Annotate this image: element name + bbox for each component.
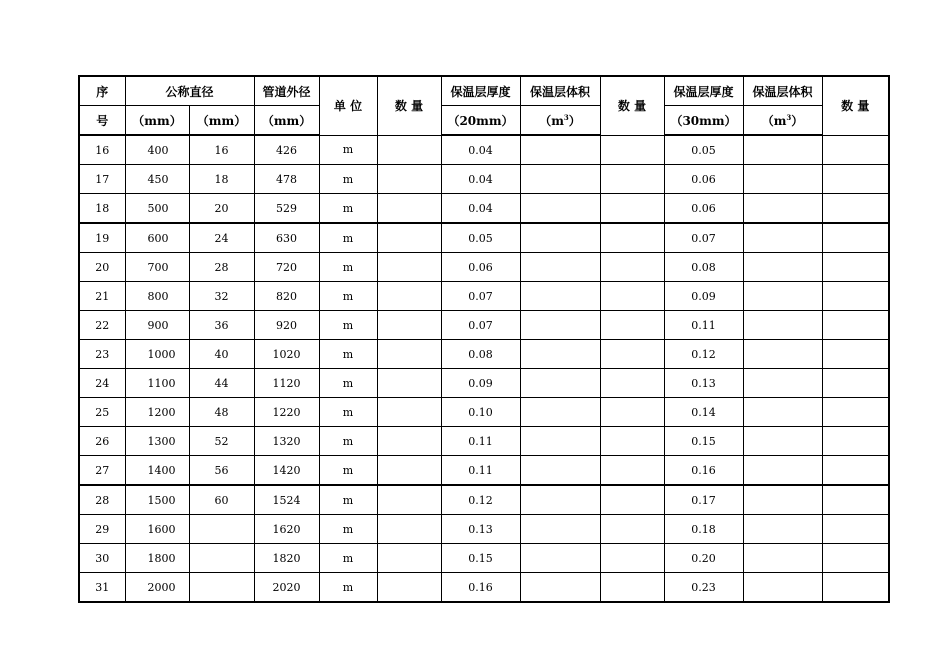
seq-cell: 27 (79, 456, 125, 486)
nominal-diameter-2-cell: 40 (189, 340, 254, 369)
outer-diameter-cell: 1320 (254, 427, 319, 456)
volume-header-2: 保温层体积 (743, 76, 822, 106)
quantity-2-cell (600, 427, 664, 456)
blank-volume-2-cell (743, 369, 822, 398)
seq-header-top: 序 (79, 76, 125, 106)
table-row (79, 544, 889, 573)
nominal-unit-1: （mm） (125, 106, 189, 136)
nominal-diameter-cell: 1300 (125, 427, 189, 456)
quantity-1-cell (377, 311, 441, 340)
quantity-1-cell (377, 456, 441, 486)
blank-volume-1-cell (520, 223, 600, 253)
volume-30mm-cell: 0.11 (664, 311, 743, 340)
outer-diameter-cell: 426 (254, 135, 319, 165)
outer-diameter-cell: 529 (254, 194, 319, 224)
nominal-diameter-cell: 1600 (125, 515, 189, 544)
quantity-2-cell (600, 223, 664, 253)
table-row (79, 194, 889, 224)
quantity-3-cell (822, 253, 889, 282)
blank-volume-1-cell (520, 427, 600, 456)
table-row (79, 398, 889, 427)
quantity-header-3: 数 量 (822, 76, 889, 135)
volume-20mm-cell: 0.12 (441, 485, 520, 515)
quantity-1-cell (377, 369, 441, 398)
quantity-1-cell (377, 398, 441, 427)
quantity-2-cell (600, 515, 664, 544)
outer-diameter-cell: 1120 (254, 369, 319, 398)
table-body (79, 135, 889, 602)
outer-diameter-cell: 1420 (254, 456, 319, 486)
thickness-value-1: （20mm） (441, 106, 520, 136)
volume-20mm-cell: 0.04 (441, 194, 520, 224)
outer-diameter-cell: 1020 (254, 340, 319, 369)
blank-volume-1-cell (520, 456, 600, 486)
outer-diameter-cell: 1620 (254, 515, 319, 544)
nominal-diameter-2-cell: 24 (189, 223, 254, 253)
volume-30mm-cell: 0.07 (664, 223, 743, 253)
quantity-1-cell (377, 340, 441, 369)
seq-cell: 20 (79, 253, 125, 282)
blank-volume-1-cell (520, 311, 600, 340)
volume-20mm-cell: 0.08 (441, 340, 520, 369)
unit-cell: m (319, 427, 377, 456)
quantity-header-2: 数 量 (600, 76, 664, 135)
blank-volume-2-cell (743, 485, 822, 515)
table-row (79, 223, 889, 253)
quantity-2-cell (600, 135, 664, 165)
outer-diameter-cell: 1220 (254, 398, 319, 427)
nominal-diameter-cell: 1800 (125, 544, 189, 573)
nominal-diameter-cell: 400 (125, 135, 189, 165)
volume-30mm-cell: 0.05 (664, 135, 743, 165)
nominal-diameter-2-cell: 44 (189, 369, 254, 398)
blank-volume-2-cell (743, 427, 822, 456)
outer-diameter-unit: （mm） (254, 106, 319, 136)
unit-cell: m (319, 223, 377, 253)
unit-cell: m (319, 485, 377, 515)
unit-cell: m (319, 165, 377, 194)
blank-volume-1-cell (520, 165, 600, 194)
nominal-diameter-2-cell: 16 (189, 135, 254, 165)
blank-volume-1-cell (520, 282, 600, 311)
quantity-1-cell (377, 427, 441, 456)
quantity-2-cell (600, 340, 664, 369)
volume-30mm-cell: 0.20 (664, 544, 743, 573)
unit-cell: m (319, 515, 377, 544)
quantity-3-cell (822, 573, 889, 603)
unit-header: 单 位 (319, 76, 377, 135)
table-row (79, 135, 889, 165)
blank-volume-2-cell (743, 340, 822, 369)
volume-30mm-cell: 0.15 (664, 427, 743, 456)
volume-20mm-cell: 0.07 (441, 282, 520, 311)
thickness-value-2: （30mm） (664, 106, 743, 136)
blank-volume-2-cell (743, 223, 822, 253)
blank-volume-2-cell (743, 282, 822, 311)
table-row (79, 427, 889, 456)
quantity-3-cell (822, 165, 889, 194)
outer-diameter-cell: 2020 (254, 573, 319, 603)
nominal-diameter-2-cell: 36 (189, 311, 254, 340)
thickness-header-2: 保温层厚度 (664, 76, 743, 106)
unit-cell: m (319, 253, 377, 282)
insulation-table (78, 75, 890, 603)
nominal-diameter-cell: 600 (125, 223, 189, 253)
nominal-diameter-2-cell: 60 (189, 485, 254, 515)
volume-20mm-cell: 0.10 (441, 398, 520, 427)
unit-cell: m (319, 544, 377, 573)
seq-cell: 24 (79, 369, 125, 398)
quantity-3-cell (822, 340, 889, 369)
quantity-3-cell (822, 398, 889, 427)
quantity-2-cell (600, 194, 664, 224)
volume-20mm-cell: 0.04 (441, 165, 520, 194)
quantity-3-cell (822, 427, 889, 456)
nominal-diameter-2-cell: 48 (189, 398, 254, 427)
volume-30mm-cell: 0.18 (664, 515, 743, 544)
blank-volume-1-cell (520, 369, 600, 398)
quantity-2-cell (600, 398, 664, 427)
seq-cell: 16 (79, 135, 125, 165)
quantity-3-cell (822, 311, 889, 340)
nominal-diameter-cell: 2000 (125, 573, 189, 603)
volume-30mm-cell: 0.23 (664, 573, 743, 603)
quantity-1-cell (377, 253, 441, 282)
seq-header-bottom: 号 (79, 106, 125, 136)
quantity-2-cell (600, 282, 664, 311)
blank-volume-1-cell (520, 135, 600, 165)
nominal-diameter-cell: 1400 (125, 456, 189, 486)
nominal-diameter-2-cell: 32 (189, 282, 254, 311)
blank-volume-2-cell (743, 456, 822, 486)
quantity-1-cell (377, 165, 441, 194)
blank-volume-1-cell (520, 194, 600, 224)
quantity-2-cell (600, 573, 664, 603)
unit-cell: m (319, 456, 377, 486)
outer-diameter-cell: 630 (254, 223, 319, 253)
seq-cell: 22 (79, 311, 125, 340)
volume-30mm-cell: 0.16 (664, 456, 743, 486)
nominal-diameter-cell: 800 (125, 282, 189, 311)
nominal-diameter-cell: 450 (125, 165, 189, 194)
blank-volume-1-cell (520, 398, 600, 427)
table-row (79, 456, 889, 486)
seq-cell: 31 (79, 573, 125, 603)
nominal-diameter-2-cell: 28 (189, 253, 254, 282)
quantity-2-cell (600, 456, 664, 486)
quantity-1-cell (377, 485, 441, 515)
volume-20mm-cell: 0.13 (441, 515, 520, 544)
volume-unit-2: $(m^3)$ (743, 106, 822, 136)
unit-cell: m (319, 311, 377, 340)
blank-volume-2-cell (743, 398, 822, 427)
table-row (79, 165, 889, 194)
nominal-diameter-cell: 1200 (125, 398, 189, 427)
nominal-diameter-2-cell: 56 (189, 456, 254, 486)
table-row (79, 515, 889, 544)
volume-20mm-cell: 0.11 (441, 456, 520, 486)
outer-diameter-cell: 820 (254, 282, 319, 311)
quantity-1-cell (377, 282, 441, 311)
volume-30mm-cell: 0.12 (664, 340, 743, 369)
nominal-diameter-cell: 1000 (125, 340, 189, 369)
quantity-1-cell (377, 573, 441, 603)
nominal-diameter-cell: 700 (125, 253, 189, 282)
volume-unit-1: $(m^3)$ (520, 106, 600, 136)
outer-diameter-cell: 1820 (254, 544, 319, 573)
volume-20mm-cell: 0.05 (441, 223, 520, 253)
volume-20mm-cell: 0.06 (441, 253, 520, 282)
quantity-2-cell (600, 544, 664, 573)
unit-cell: m (319, 194, 377, 224)
quantity-1-cell (377, 223, 441, 253)
volume-20mm-cell: 0.04 (441, 135, 520, 165)
blank-volume-2-cell (743, 515, 822, 544)
volume-20mm-cell: 0.16 (441, 573, 520, 603)
blank-volume-1-cell (520, 253, 600, 282)
volume-30mm-cell: 0.09 (664, 282, 743, 311)
nominal-diameter-2-cell (189, 515, 254, 544)
volume-30mm-cell: 0.08 (664, 253, 743, 282)
volume-30mm-cell: 0.14 (664, 398, 743, 427)
table-row (79, 311, 889, 340)
quantity-3-cell (822, 456, 889, 486)
volume-30mm-cell: 0.06 (664, 165, 743, 194)
outer-diameter-cell: 720 (254, 253, 319, 282)
table-row (79, 253, 889, 282)
table-row (79, 369, 889, 398)
volume-20mm-cell: 0.11 (441, 427, 520, 456)
nominal-unit-2: （mm） (189, 106, 254, 136)
blank-volume-2-cell (743, 194, 822, 224)
table-row (79, 282, 889, 311)
blank-volume-2-cell (743, 253, 822, 282)
quantity-1-cell (377, 194, 441, 224)
seq-cell: 23 (79, 340, 125, 369)
nominal-diameter-2-cell: 52 (189, 427, 254, 456)
table-row (79, 573, 889, 603)
volume-20mm-cell: 0.15 (441, 544, 520, 573)
blank-volume-1-cell (520, 573, 600, 603)
outer-diameter-header: 管道外径 (254, 76, 319, 106)
unit-cell: m (319, 398, 377, 427)
volume-20mm-cell: 0.09 (441, 369, 520, 398)
quantity-1-cell (377, 515, 441, 544)
outer-diameter-cell: 478 (254, 165, 319, 194)
seq-cell: 29 (79, 515, 125, 544)
seq-cell: 19 (79, 223, 125, 253)
blank-volume-1-cell (520, 544, 600, 573)
volume-20mm-cell: 0.07 (441, 311, 520, 340)
quantity-2-cell (600, 311, 664, 340)
blank-volume-2-cell (743, 311, 822, 340)
table-row (79, 340, 889, 369)
table-row (79, 485, 889, 515)
quantity-header-1: 数 量 (377, 76, 441, 135)
quantity-3-cell (822, 544, 889, 573)
nominal-diameter-cell: 900 (125, 311, 189, 340)
unit-cell: m (319, 369, 377, 398)
unit-cell: m (319, 573, 377, 603)
nominal-diameter-header: 公称直径 (125, 76, 254, 106)
blank-volume-1-cell (520, 340, 600, 369)
volume-30mm-cell: 0.17 (664, 485, 743, 515)
blank-volume-1-cell (520, 485, 600, 515)
volume-30mm-cell: 0.06 (664, 194, 743, 224)
seq-cell: 18 (79, 194, 125, 224)
quantity-2-cell (600, 253, 664, 282)
quantity-3-cell (822, 223, 889, 253)
nominal-diameter-2-cell: 18 (189, 165, 254, 194)
nominal-diameter-2-cell: 20 (189, 194, 254, 224)
blank-volume-1-cell (520, 515, 600, 544)
quantity-2-cell (600, 165, 664, 194)
quantity-2-cell (600, 485, 664, 515)
quantity-3-cell (822, 282, 889, 311)
thickness-header-1: 保温层厚度 (441, 76, 520, 106)
quantity-3-cell (822, 135, 889, 165)
seq-cell: 30 (79, 544, 125, 573)
quantity-3-cell (822, 515, 889, 544)
outer-diameter-cell: 1524 (254, 485, 319, 515)
quantity-3-cell (822, 485, 889, 515)
quantity-1-cell (377, 544, 441, 573)
quantity-3-cell (822, 194, 889, 224)
blank-volume-2-cell (743, 135, 822, 165)
unit-cell: m (319, 340, 377, 369)
blank-volume-2-cell (743, 544, 822, 573)
outer-diameter-cell: 920 (254, 311, 319, 340)
quantity-1-cell (377, 135, 441, 165)
nominal-diameter-cell: 1100 (125, 369, 189, 398)
seq-cell: 21 (79, 282, 125, 311)
unit-cell: m (319, 282, 377, 311)
nominal-diameter-cell: 500 (125, 194, 189, 224)
seq-cell: 25 (79, 398, 125, 427)
nominal-diameter-2-cell (189, 544, 254, 573)
seq-cell: 28 (79, 485, 125, 515)
unit-cell: m (319, 135, 377, 165)
nominal-diameter-2-cell (189, 573, 254, 603)
volume-header-1: 保温层体积 (520, 76, 600, 106)
blank-volume-2-cell (743, 165, 822, 194)
quantity-2-cell (600, 369, 664, 398)
seq-cell: 17 (79, 165, 125, 194)
seq-cell: 26 (79, 427, 125, 456)
quantity-3-cell (822, 369, 889, 398)
volume-30mm-cell: 0.13 (664, 369, 743, 398)
nominal-diameter-cell: 1500 (125, 485, 189, 515)
blank-volume-2-cell (743, 573, 822, 603)
